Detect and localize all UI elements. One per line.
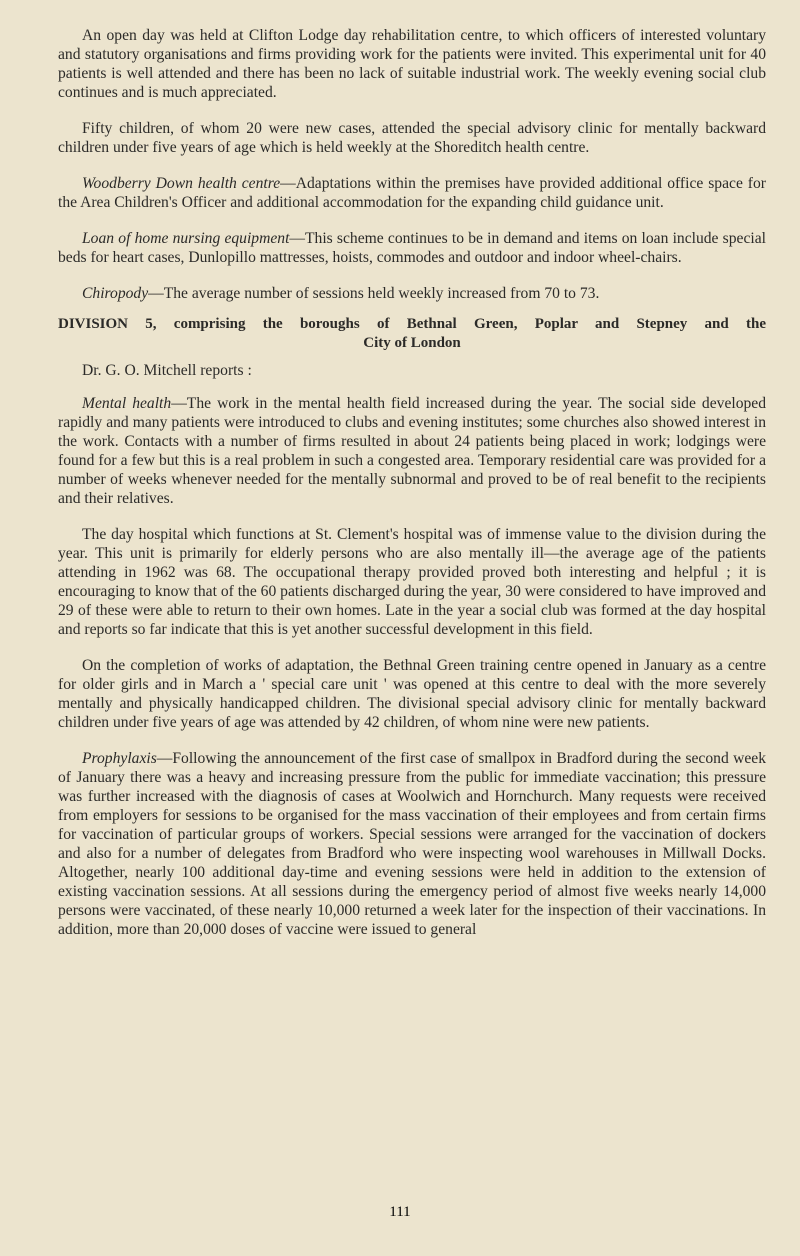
paragraph-lead-in: Loan of home nursing equipment xyxy=(82,230,290,247)
paragraph-lead-in: Woodberry Down health centre xyxy=(82,175,281,192)
reporter-text: Dr. G. O. Mitchell reports : xyxy=(82,362,252,379)
paragraph-text: On the completion of works of adaptation, the Bethnal Green training centre opened in January as a centre for older girls and in March a ' special care unit ' was opened at this centre to deal with the more severely mentally and physically handicapped children. The divisional special advisory clinic for mentally backward children under five years of age was attended by 42 children, of whom nine were new patients. xyxy=(58,657,766,731)
division-heading-line-2: City of London xyxy=(363,335,461,351)
paragraph-lead-in: Chiropody xyxy=(82,285,149,302)
division-heading-line-1: DIVISION 5, comprising the boroughs of Bethnal Green, Poplar and Stepney and the xyxy=(58,316,766,332)
paragraph-text: —This scheme continues to be in demand and items on loan include special beds for heart cases, Dunlopillo mattresses, hoists, commodes and outdoor and indoor wheel-chairs. xyxy=(58,230,766,266)
paragraph-lead-in: Prophylaxis xyxy=(82,750,157,767)
paragraph-clifton-lodge xyxy=(58,26,766,102)
paragraph-mental-health xyxy=(58,394,766,508)
paragraph-text: —Following the announcement of the first case of smallpox in Bradford during the second week of January there was a heavy and increasing pressure from the public for immediate vaccination; this pressure was further increased with the diagnosis of cases at Woolwich and Hornchurch. Many requests were received from employers for sessions to be organised for the mass vaccination of their employees and from certain firms for vaccination of particular groups of workers. Special sessions were arranged for the vaccination of dockers and also for a number of delegates from Bradford who were inspecting wool warehouses in Millwall Docks. Altogether, nearly 100 additional day-time and evening sessions were held in addition to the extension of existing vaccination sessions. At all sessions during the emergency period of almost five weeks nearly 14,000 persons were vaccinated, of these nearly 10,000 returned a week later for the inspection of their vaccinations. In addition, more than 20,000 doses of vaccine were issued to general xyxy=(58,750,766,938)
page-number: 111 xyxy=(389,1204,411,1220)
reporter-line xyxy=(58,361,766,380)
paragraph-text: —Adaptations within the premises have provided additional office space for the Area Children's Officer and additional accommodation for the expanding child guidance unit. xyxy=(58,175,766,211)
paragraph-text: An open day was held at Clifton Lodge day rehabilitation centre, to which officers of interested voluntary and statutory organisations and firms providing work for the patients were invited. This experimental unit for 40 patients is well attended and there has been no lack of suitable industrial work. The weekly evening social club continues and is much appreciated. xyxy=(58,27,766,101)
paragraph-text: Fifty children, of whom 20 were new cases, attended the special advisory clinic for mentally backward children under five years of age which is held weekly at the Shoreditch health centre. xyxy=(58,120,766,156)
paragraph-text: —The average number of sessions held weekly increased from 70 to 73. xyxy=(148,285,600,302)
division-heading xyxy=(58,315,766,353)
paragraph-woodberry-down xyxy=(58,174,766,212)
paragraph-fifty-children xyxy=(58,119,766,157)
paragraph-lead-in: Mental health xyxy=(82,395,172,412)
paragraph-chiropody xyxy=(58,284,766,303)
paragraph-text: The day hospital which functions at St. Clement's hospital was of immense value to the division during the year. This unit is primarily for elderly persons who are also mentally ill—the average age of the patients attending in 1962 was 68. The occupational therapy provided proved both interesting and helpful ; it is encouraging to know that of the 60 patients discharged during the year, 30 were considered to have improved and 29 of these were able to return to their own homes. Late in the year a social club was formed at the day hospital and reports so far indicate that this is yet another successful development in this field. xyxy=(58,526,766,638)
paragraph-text: —The work in the mental health field increased during the year. The social side developed rapidly and many patients were introduced to clubs and evening institutes; some churches also showed interest in the work. Contacts with a number of firms resulted in about 24 patients being placed in work; lodgings were found for a few but this is a real problem in such a congested area. Temporary residential care was provided for a number of weeks whenever needed for the mentally subnormal and proved to be of real benefit to the recipients and their relatives. xyxy=(58,395,767,507)
paragraph-prophylaxis xyxy=(58,749,766,939)
paragraph-bethnal-green xyxy=(58,656,766,732)
paragraph-day-hospital xyxy=(58,525,766,639)
paragraph-loan-equipment xyxy=(58,229,766,267)
